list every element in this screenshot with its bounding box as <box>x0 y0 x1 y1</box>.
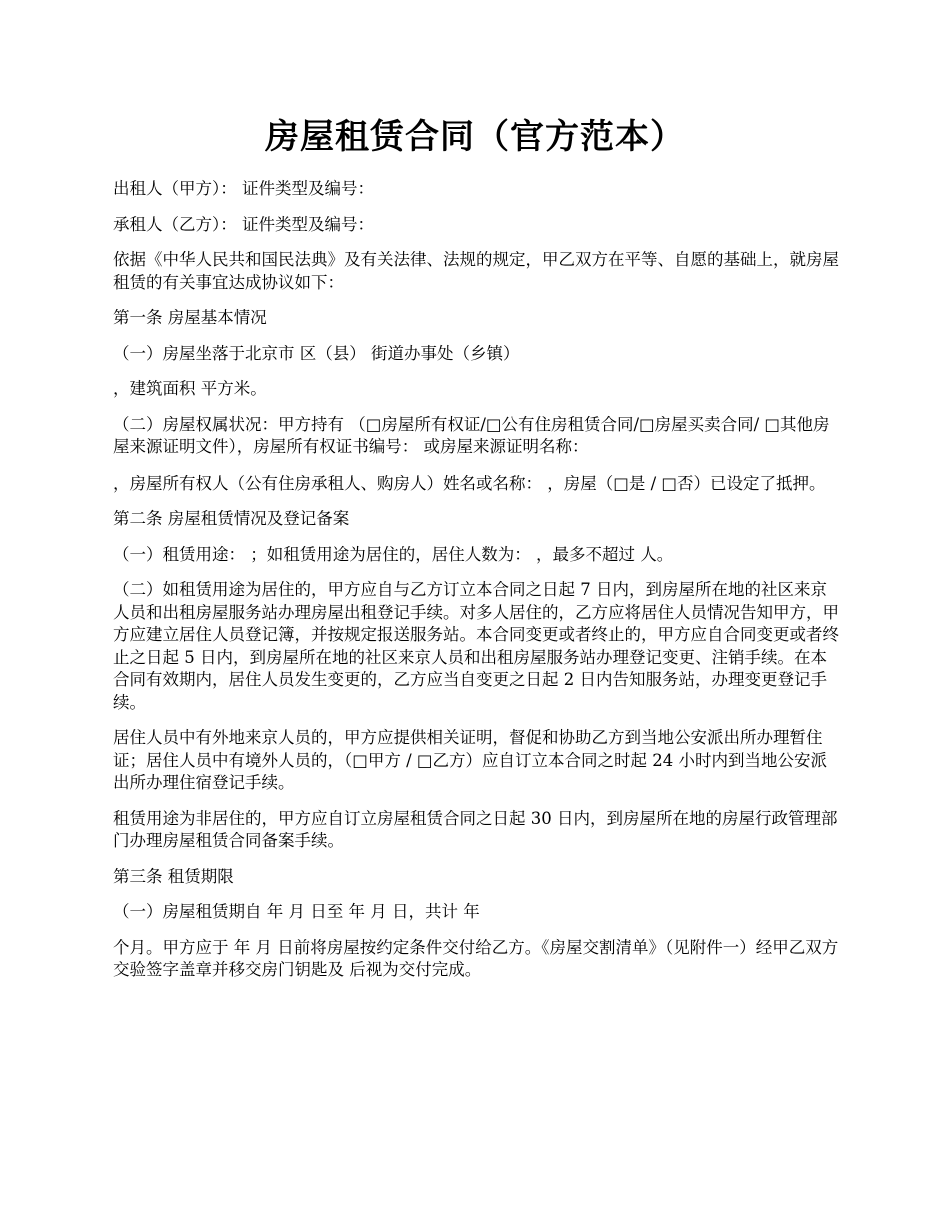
article-1-clause-1: （一）房屋坐落于北京市 区（县） 街道办事处（乡镇） <box>113 343 520 363</box>
article-2-foreign-residents: 居住人员中有外地来京人员的，甲方应提供相关证明，督促和协助乙方到当地公安派出所办理暂住证；居住人员中有境外人员的，（□甲方 / □乙方）应自订立本合同之时起 24 小时内到当地公安派出所办理住宿登记手续。 <box>113 728 827 792</box>
lessee-line: 承租人（乙方）： 证件类型及编号： <box>113 214 374 234</box>
preamble-paragraph: 依据《中华人民共和国民法典》及有关法律、法规的规定，甲乙双方在平等、自愿的基础上，就房屋租赁的有关事宜达成协议如下： <box>113 250 839 292</box>
article-2-heading: 第二条 房屋租赁情况及登记备案 <box>113 509 350 528</box>
article-1-clause-2-cont: ，房屋所有权人（公有住房承租人、购房人）姓名或名称： ，房屋（□是 / □否）已设定了抵押。 <box>113 473 826 493</box>
article-1-clause-2: （二）房屋权属状况：甲方持有 （□房屋所有权证/□公有住房租赁合同/□房屋买卖合同/ □其他房屋来源证明文件），房屋所有权证书编号： 或房屋来源证明名称： <box>113 414 830 456</box>
lessor-line: 出租人（甲方）： 证件类型及编号： <box>113 179 374 198</box>
article-3-clause-1-cont: 个月。甲方应于 年 月 日前将房屋按约定条件交付给乙方。《房屋交割清单》（见附件一）经甲乙双方交验签字盖章并移交房门钥匙及 后视为交付完成。 <box>113 937 839 979</box>
article-1-clause-1-cont: ，建筑面积 平方米。 <box>113 379 267 398</box>
article-3-clause-1: （一）房屋租赁期自 年 月 日至 年 月 日，共计 年 <box>113 902 480 921</box>
document-body <box>113 178 841 995</box>
article-2-clause-1: （一）租赁用途： ；如租赁用途为居住的，居住人数为： ，最多不超过 人。 <box>113 544 674 564</box>
article-3-heading: 第三条 租赁期限 <box>113 866 234 886</box>
article-2-clause-2: （二）如租赁用途为居住的，甲方应自与乙方订立本合同之日起 7 日内，到房屋所在地的社区来京人员和出租房屋服务站办理房屋出租登记手续。对多人居住的，乙方应将居住人员情况告知甲方，甲方应建立居住人员登记簿，并按规定报送服务站。本合同变更或者终止的，甲方应自合同变更或者终止之日起 5 日内，到房屋所在地的社区来京人员和出租房屋服务站办理登记变更、注销手续。在本合同有效期内，居住人员发生变更的，乙方应当自变更之日起 2 日内告知服务站，办理变更登记手续。 <box>113 580 839 712</box>
article-1-heading: 第一条 房屋基本情况 <box>113 308 267 327</box>
article-2-non-residential: 租赁用途为非居住的，甲方应自订立房屋租赁合同之日起 30 日内，到房屋所在地的房屋行政管理部门办理房屋租赁合同备案手续。 <box>113 808 838 850</box>
document-title: 房屋租赁合同（官方范本） <box>265 117 685 157</box>
